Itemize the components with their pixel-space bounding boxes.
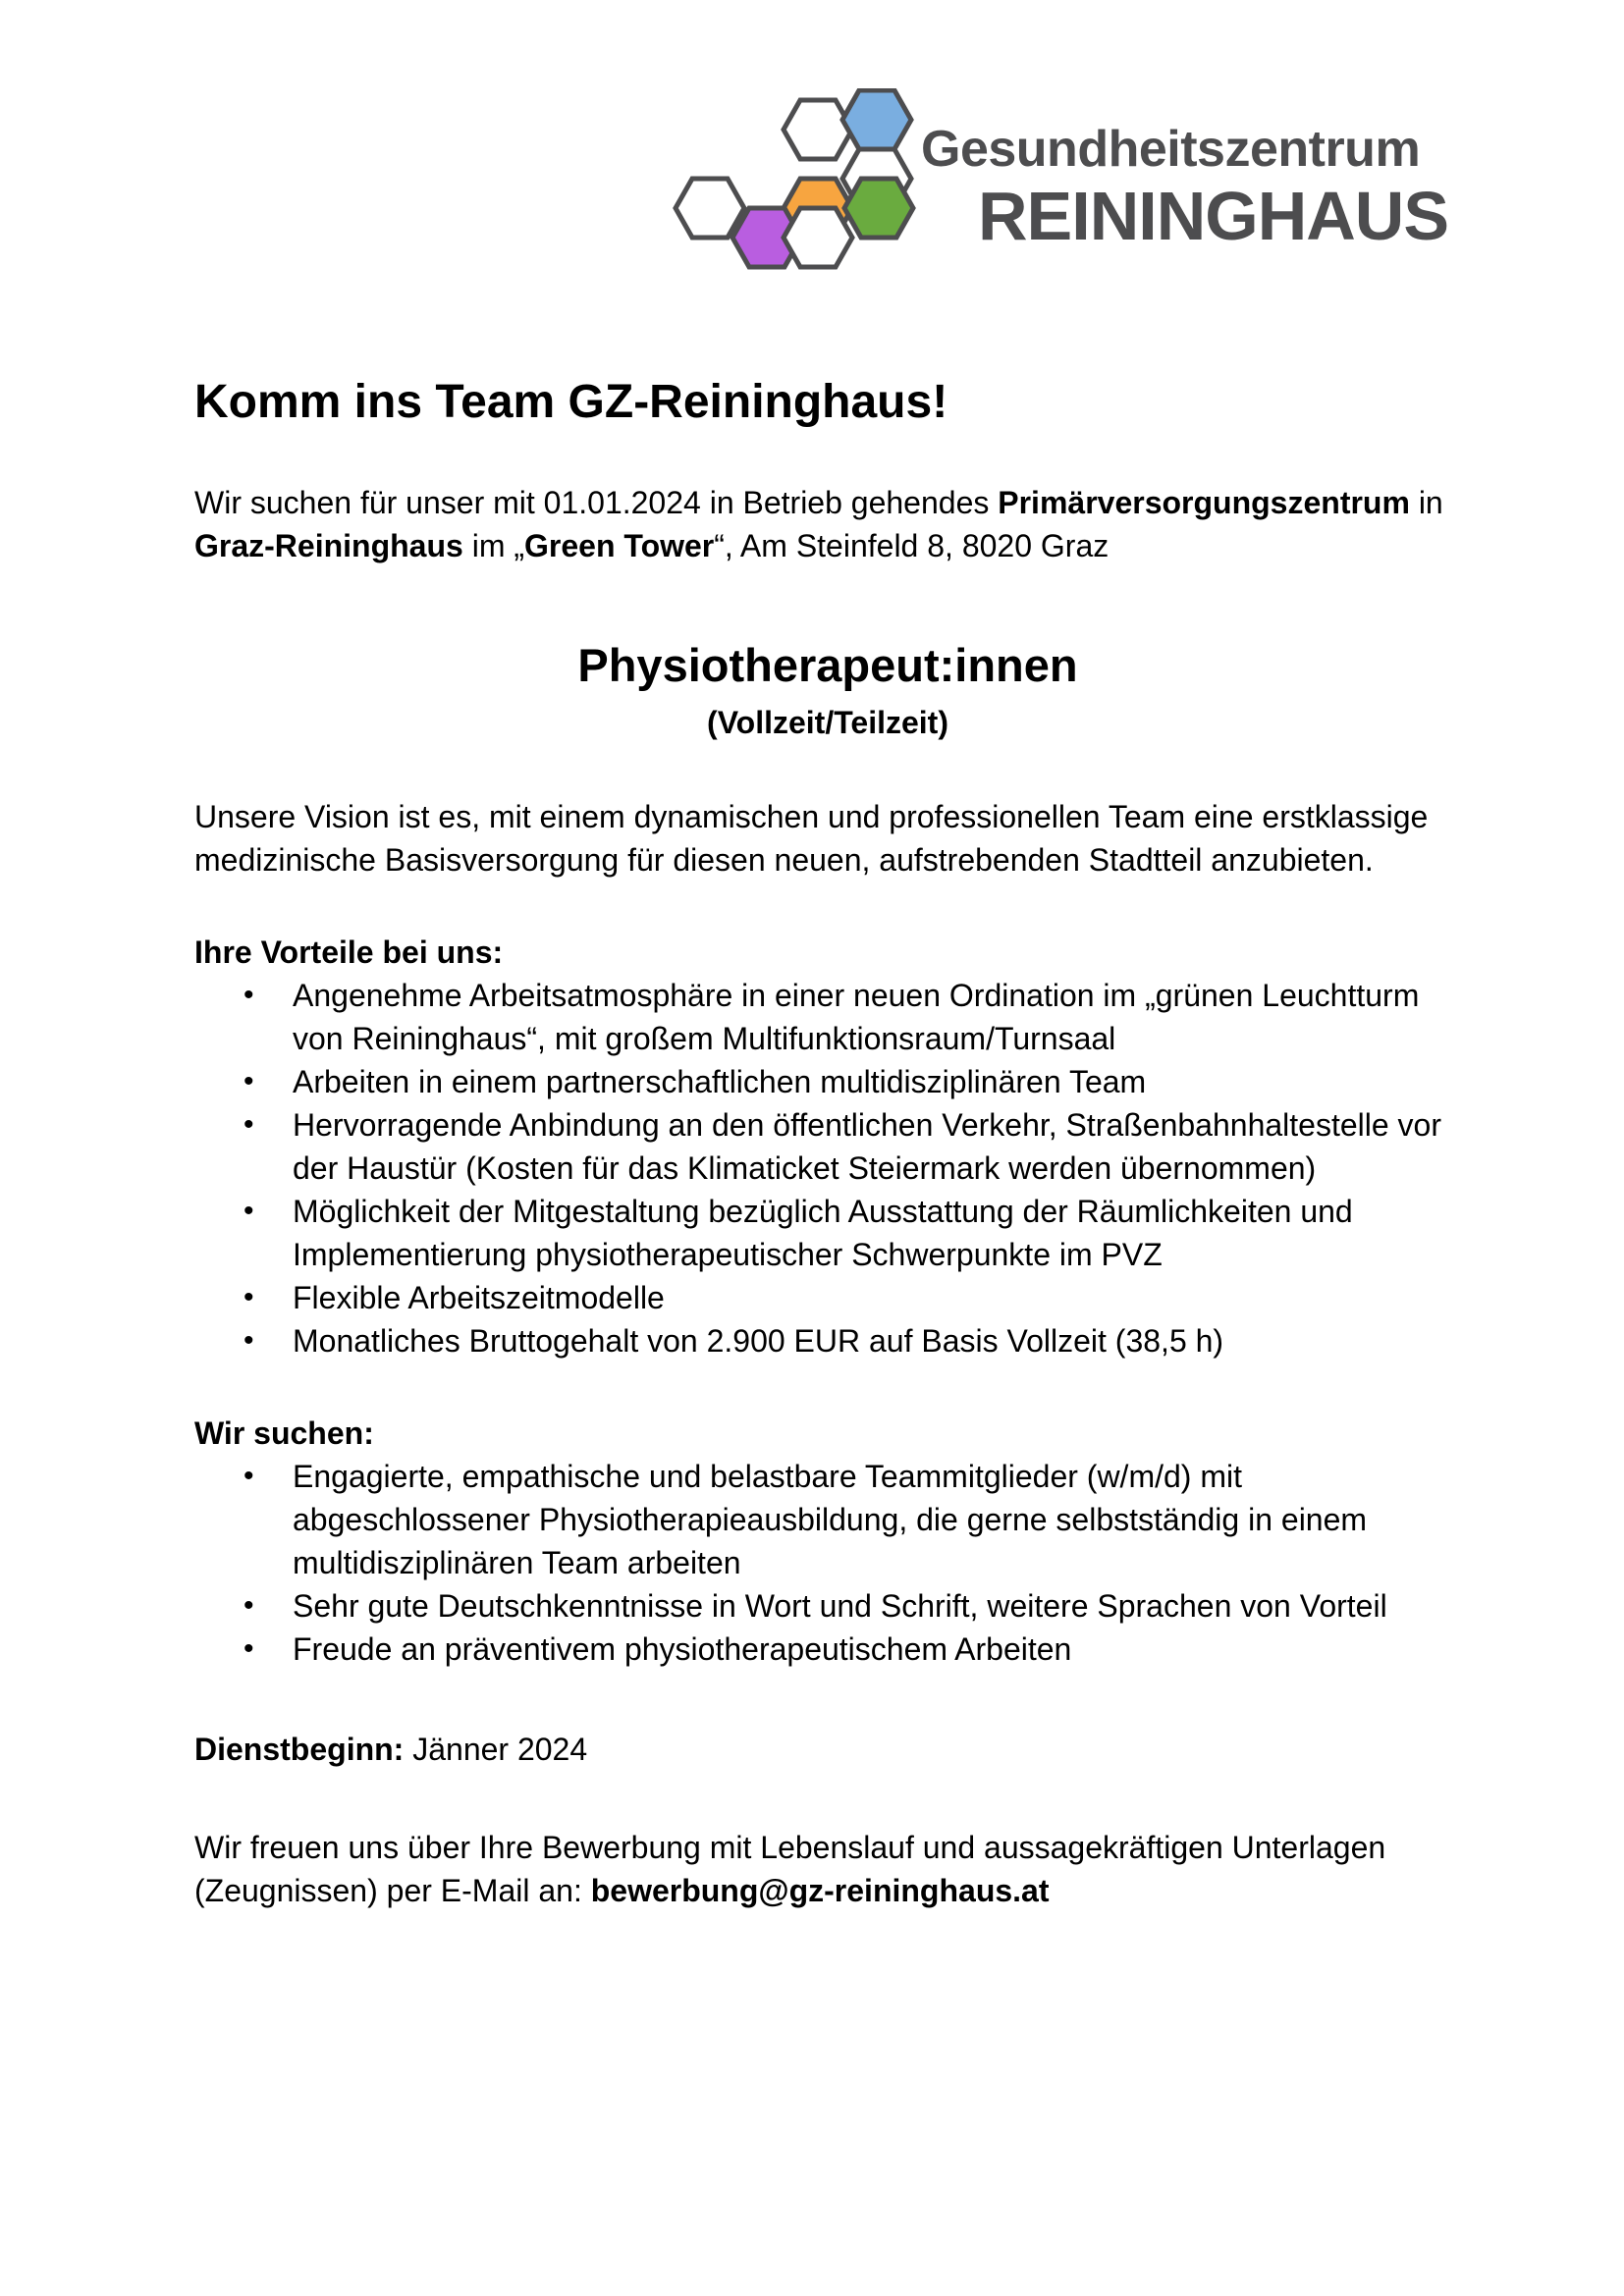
intro-text-2: in — [1409, 485, 1443, 520]
requirements-heading: Wir suchen: — [194, 1415, 374, 1451]
logo-text-line1: Gesundheitszentrum — [921, 121, 1421, 178]
start-label: Dienstbeginn: — [194, 1732, 405, 1767]
hex-top-blue — [842, 90, 911, 149]
intro-paragraph — [194, 481, 1461, 567]
list-item: • Monatliches Bruttogehalt von 2.900 EUR auf Basis Vollzeit (38,5 h) — [293, 1319, 1461, 1362]
intro-bold-pvz: Primärversorgungszentrum — [998, 485, 1410, 520]
logo — [668, 88, 1473, 304]
job-title: Physiotherapeut:innen — [577, 639, 1078, 691]
list-item: • Sehr gute Deutschkenntnisse in Wort und Schrift, weitere Sprachen von Vorteil — [293, 1584, 1461, 1628]
list-item: • Engagierte, empathische und belastbare Teammitglieder (w/m/d) mit abgeschlossener Physiotherapieausbildung, die gerne selbstständig in einem multidisziplinären Team arbeiten — [293, 1455, 1461, 1584]
document-body — [194, 373, 1461, 1912]
start-value: Jänner 2024 — [404, 1732, 588, 1767]
list-item: • Angenehme Arbeitsatmosphäre in einer neuen Ordination im „grünen Leuchtturm von Reininghaus“, mit großem Multifunktionsraum/Turnsaal — [293, 974, 1461, 1060]
hex-top-white — [784, 100, 852, 159]
job-subtitle: (Vollzeit/Teilzeit) — [707, 705, 948, 740]
list-item: • Möglichkeit der Mitgestaltung bezüglich Ausstattung der Räumlichkeiten und Implementierung physiotherapeutischer Schwerpunkte im PVZ — [293, 1190, 1461, 1276]
page-title: Komm ins Team GZ-Reininghaus! — [194, 376, 948, 428]
benefits-heading: Ihre Vorteile bei uns: — [194, 934, 504, 970]
apply-paragraph — [194, 1826, 1461, 1912]
intro-text-3: im „ — [462, 528, 525, 563]
hex-left-white — [676, 179, 744, 238]
vision-paragraph: Unsere Vision ist es, mit einem dynamischen und professionellen Team eine erstklassige medizinische Basisversorgung für diesen neuen, aufstrebenden Stadtteil anzubieten. — [194, 799, 1429, 878]
requirements-list — [194, 1455, 1461, 1671]
list-item: • Arbeiten in einem partnerschaftlichen multidisziplinären Team — [293, 1060, 1461, 1103]
hexagon-cluster-icon — [668, 88, 923, 304]
list-item: • Flexible Arbeitszeitmodelle — [293, 1276, 1461, 1319]
intro-bold-location: Graz-Reininghaus — [194, 528, 463, 563]
list-item: • Freude an präventivem physiotherapeutischem Arbeiten — [293, 1628, 1461, 1671]
apply-text: Wir freuen uns über Ihre Bewerbung mit Lebenslauf und aussagekräftigen Unterlagen (Zeugnissen) per E-Mail an: — [194, 1830, 1386, 1908]
start-date — [194, 1728, 1461, 1771]
hex-mid-green — [844, 179, 913, 238]
intro-text-4: “, Am Steinfeld 8, 8020 Graz — [714, 528, 1110, 563]
intro-text-1: Wir suchen für unser mit 01.01.2024 in Betrieb gehendes — [194, 485, 999, 520]
apply-email-link[interactable]: bewerbung@gz-reininghaus.at — [590, 1873, 1050, 1908]
hex-bottom-white — [784, 208, 852, 267]
logo-text-line2: REININGHAUS — [978, 178, 1449, 254]
intro-bold-building: Green Tower — [524, 528, 715, 563]
benefits-list — [194, 974, 1461, 1362]
list-item: • Hervorragende Anbindung an den öffentlichen Verkehr, Straßenbahnhaltestelle vor der Haustür (Kosten für das Klimaticket Steiermark werden übernommen) — [293, 1103, 1461, 1190]
